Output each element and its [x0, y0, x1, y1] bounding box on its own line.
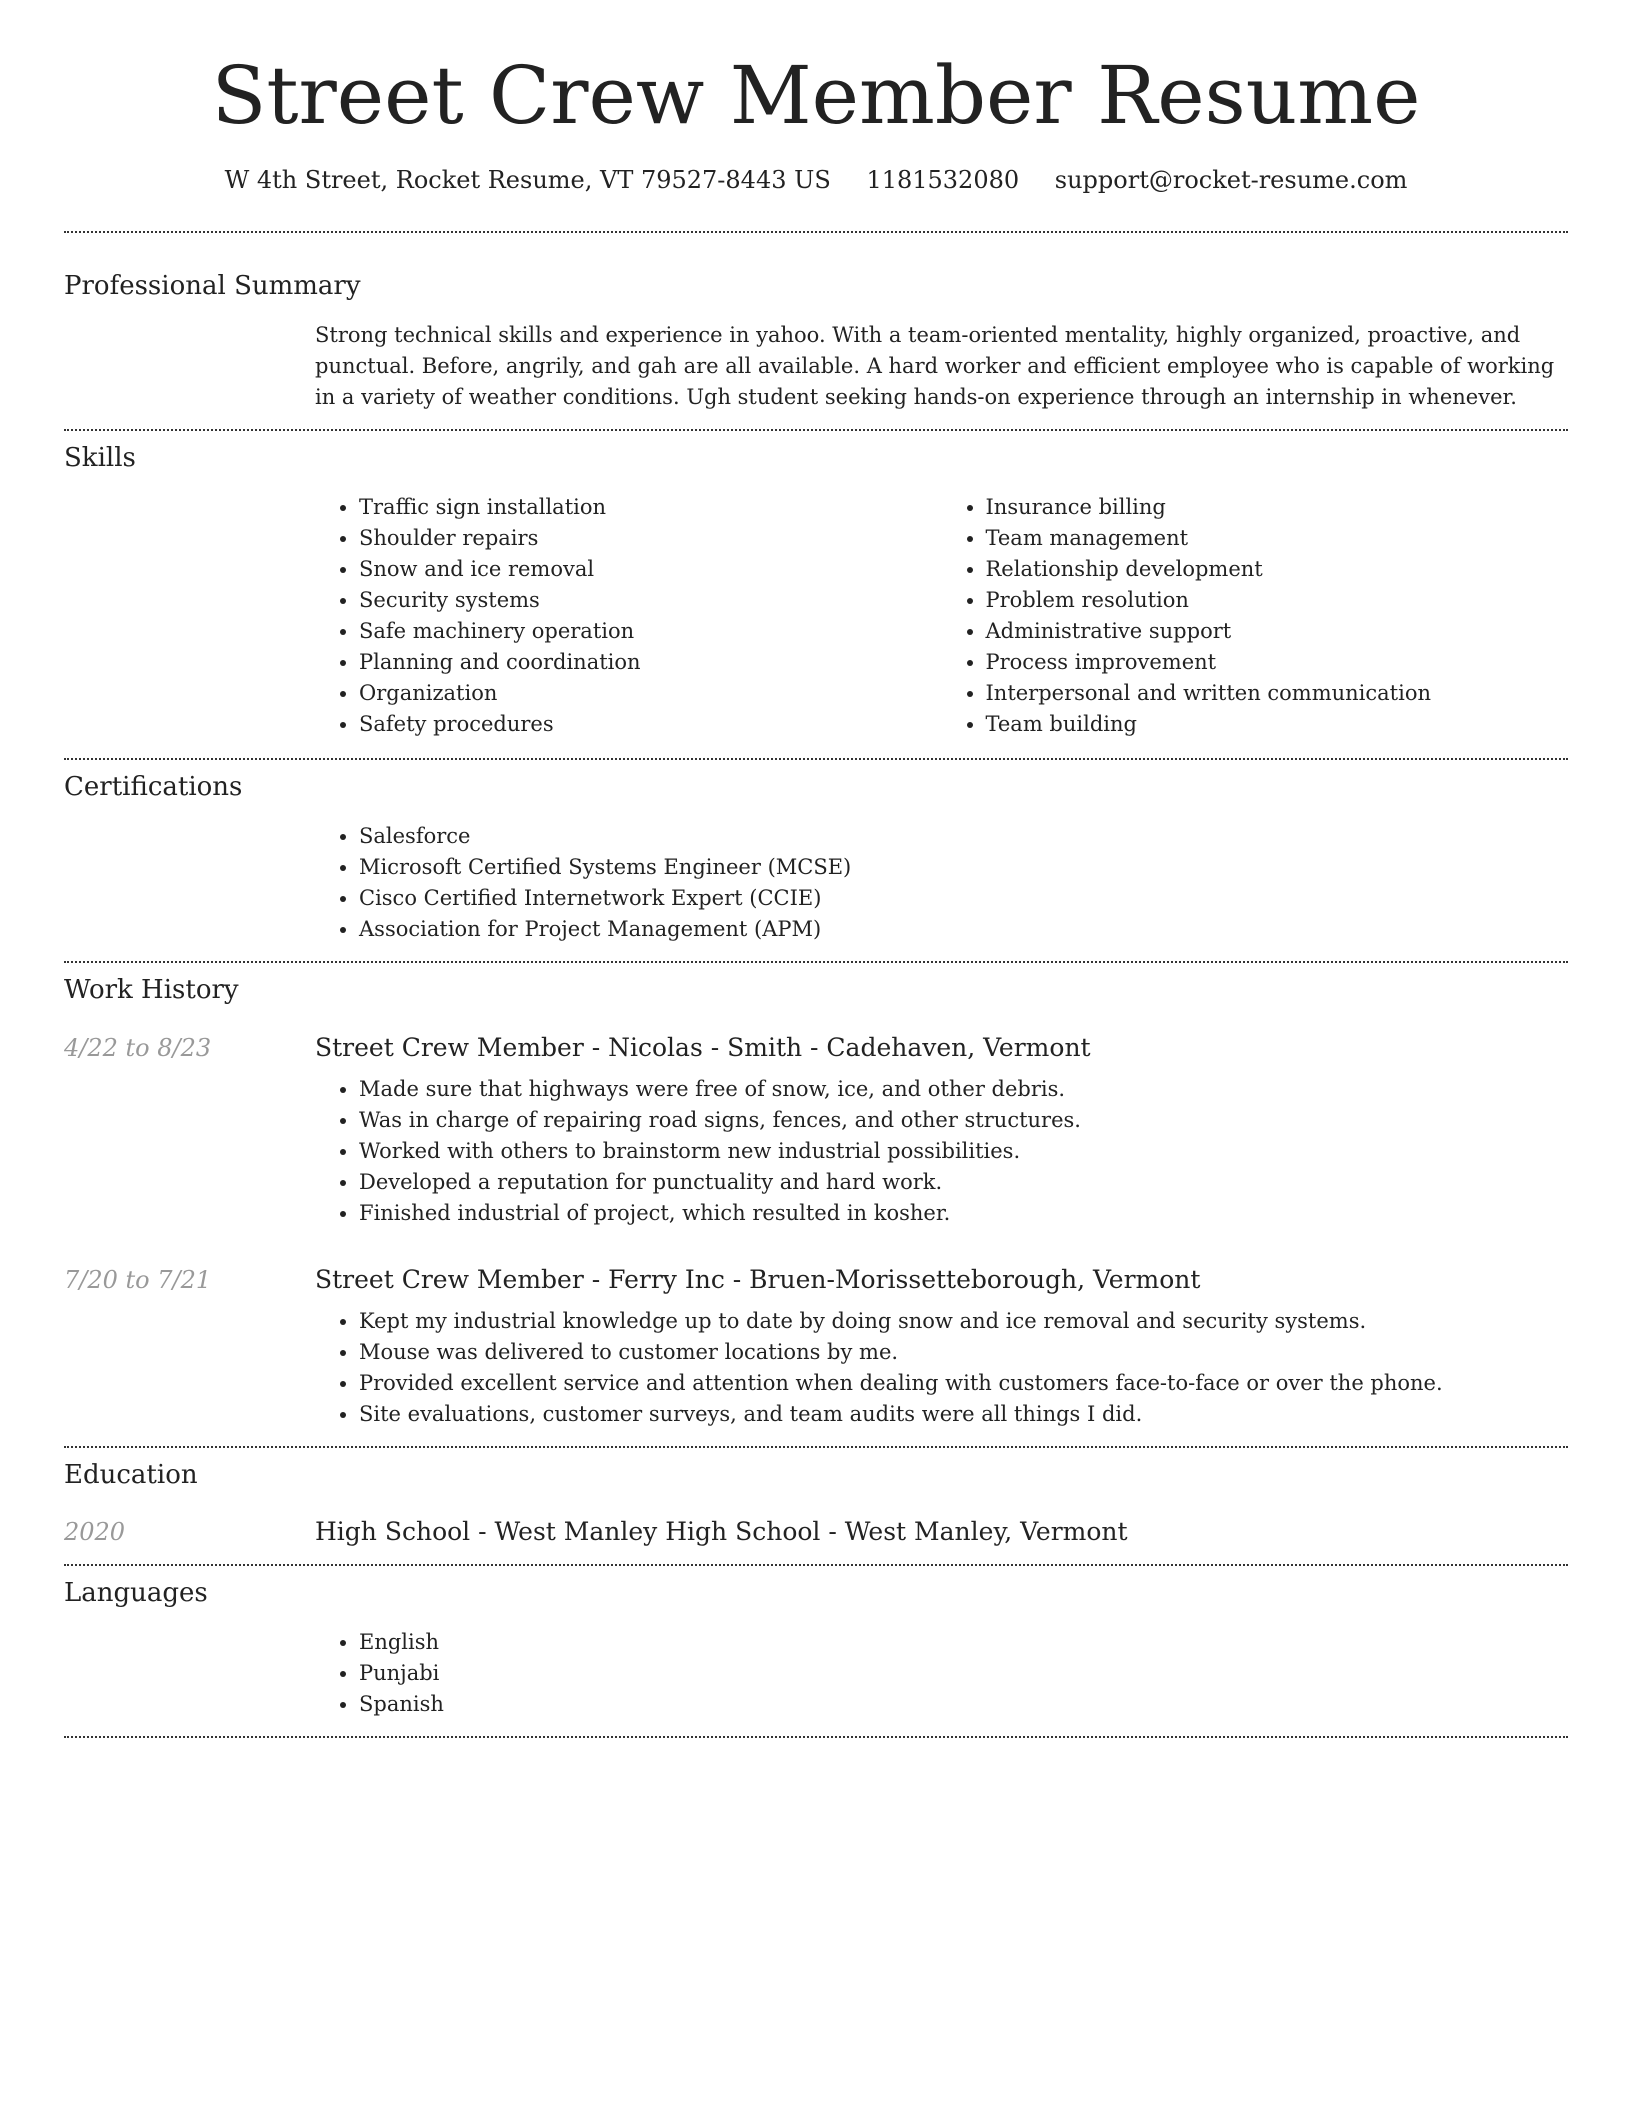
list-item: • Administrative support: [986, 616, 1569, 647]
list-item: • Process improvement: [986, 647, 1569, 678]
education-heading: Education: [64, 1459, 198, 1490]
resume-title: Street Crew Member Resume: [211, 49, 1421, 142]
education-section: [64, 1448, 1568, 1564]
list-item: • Association for Project Management (APM): [359, 914, 1568, 945]
skills-list-right: [942, 492, 1569, 740]
list-item: • Safe machinery operation: [359, 616, 942, 647]
list-item: • Salesforce: [359, 821, 1568, 852]
list-item: • Security systems: [359, 585, 942, 616]
list-item: • Spanish: [359, 1689, 1568, 1720]
contact-phone: 1181532080: [866, 166, 1020, 194]
contact-line: [64, 166, 1568, 195]
list-item: • Developed a reputation for punctuality and hard work.: [359, 1167, 1568, 1198]
list-item: • Finished industrial of project, which resulted in kosher.: [359, 1198, 1568, 1229]
contact-address: W 4th Street, Rocket Resume, VT 79527-8443 US: [224, 166, 831, 194]
summary-text: Strong technical skills and experience in yahoo. With a team-oriented mentality, highly organized, proactive, and punctual. Before, angrily, and gah are all available. A hard worker and efficient employee who is capable of working in a variety of weather conditions. Ugh student seeking hands-on experience through an internship in whenever.: [315, 322, 1555, 409]
list-item: • Shoulder repairs: [359, 523, 942, 554]
summary-section: [64, 233, 1568, 429]
skills-list-left: [315, 492, 942, 740]
resume-header: [64, 0, 1568, 195]
list-item: • Provided excellent service and attention when dealing with customers face-to-face or over the phone.: [359, 1368, 1568, 1399]
skills-heading: Skills: [64, 442, 136, 473]
list-item: • Mouse was delivered to customer locations by me.: [359, 1337, 1568, 1368]
list-item: • English: [359, 1627, 1568, 1658]
job-title: Street Crew Member - Nicolas - Smith - Cadehaven, Vermont: [315, 1032, 1091, 1062]
list-item: • Team building: [986, 709, 1569, 740]
job-bullets: [315, 1306, 1568, 1430]
list-item: • Team management: [986, 523, 1569, 554]
list-item: • Insurance billing: [986, 492, 1569, 523]
skills-section: [64, 431, 1568, 758]
list-item: • Punjabi: [359, 1658, 1568, 1689]
education-entry: [64, 1517, 1568, 1546]
job-entry: [64, 1033, 1568, 1229]
list-item: • Microsoft Certified Systems Engineer (MCSE): [359, 852, 1568, 883]
languages-list: [315, 1627, 1568, 1720]
contact-email: support@rocket-resume.com: [1054, 166, 1408, 194]
certifications-heading: Certifications: [64, 772, 243, 803]
education-title: High School - West Manley High School - West Manley, Vermont: [315, 1516, 1128, 1546]
certifications-list: [315, 821, 1568, 945]
list-item: • Organization: [359, 678, 942, 709]
job-title: Street Crew Member - Ferry Inc - Bruen-Morissetteborough, Vermont: [315, 1264, 1201, 1294]
job-dates: 4/22 to 8/23: [64, 1033, 212, 1062]
list-item: • Interpersonal and written communication: [986, 678, 1569, 709]
list-item: • Traffic sign installation: [359, 492, 942, 523]
list-item: • Kept my industrial knowledge up to date by doing snow and ice removal and security systems.: [359, 1306, 1568, 1337]
job-bullets: [315, 1074, 1568, 1229]
list-item: • Safety procedures: [359, 709, 942, 740]
list-item: • Site evaluations, customer surveys, and team audits were all things I did.: [359, 1399, 1568, 1430]
list-item: • Problem resolution: [986, 585, 1569, 616]
list-item: • Worked with others to brainstorm new industrial possibilities.: [359, 1136, 1568, 1167]
list-item: • Made sure that highways were free of snow, ice, and other debris.: [359, 1074, 1568, 1105]
languages-heading: Languages: [64, 1577, 208, 1608]
summary-heading: Professional Summary: [64, 270, 361, 301]
section-divider: [64, 1736, 1568, 1738]
list-item: • Snow and ice removal: [359, 554, 942, 585]
job-entry: [64, 1265, 1568, 1430]
certifications-section: [64, 760, 1568, 961]
list-item: • Relationship development: [986, 554, 1569, 585]
list-item: • Was in charge of repairing road signs, fences, and other structures.: [359, 1105, 1568, 1136]
work-history-heading: Work History: [64, 975, 239, 1006]
list-item: • Planning and coordination: [359, 647, 942, 678]
education-year: 2020: [64, 1517, 126, 1546]
job-dates: 7/20 to 7/21: [64, 1265, 212, 1294]
list-item: • Cisco Certified Internetwork Expert (CCIE): [359, 883, 1568, 914]
languages-section: [64, 1566, 1568, 1736]
work-history-section: [64, 963, 1568, 1445]
